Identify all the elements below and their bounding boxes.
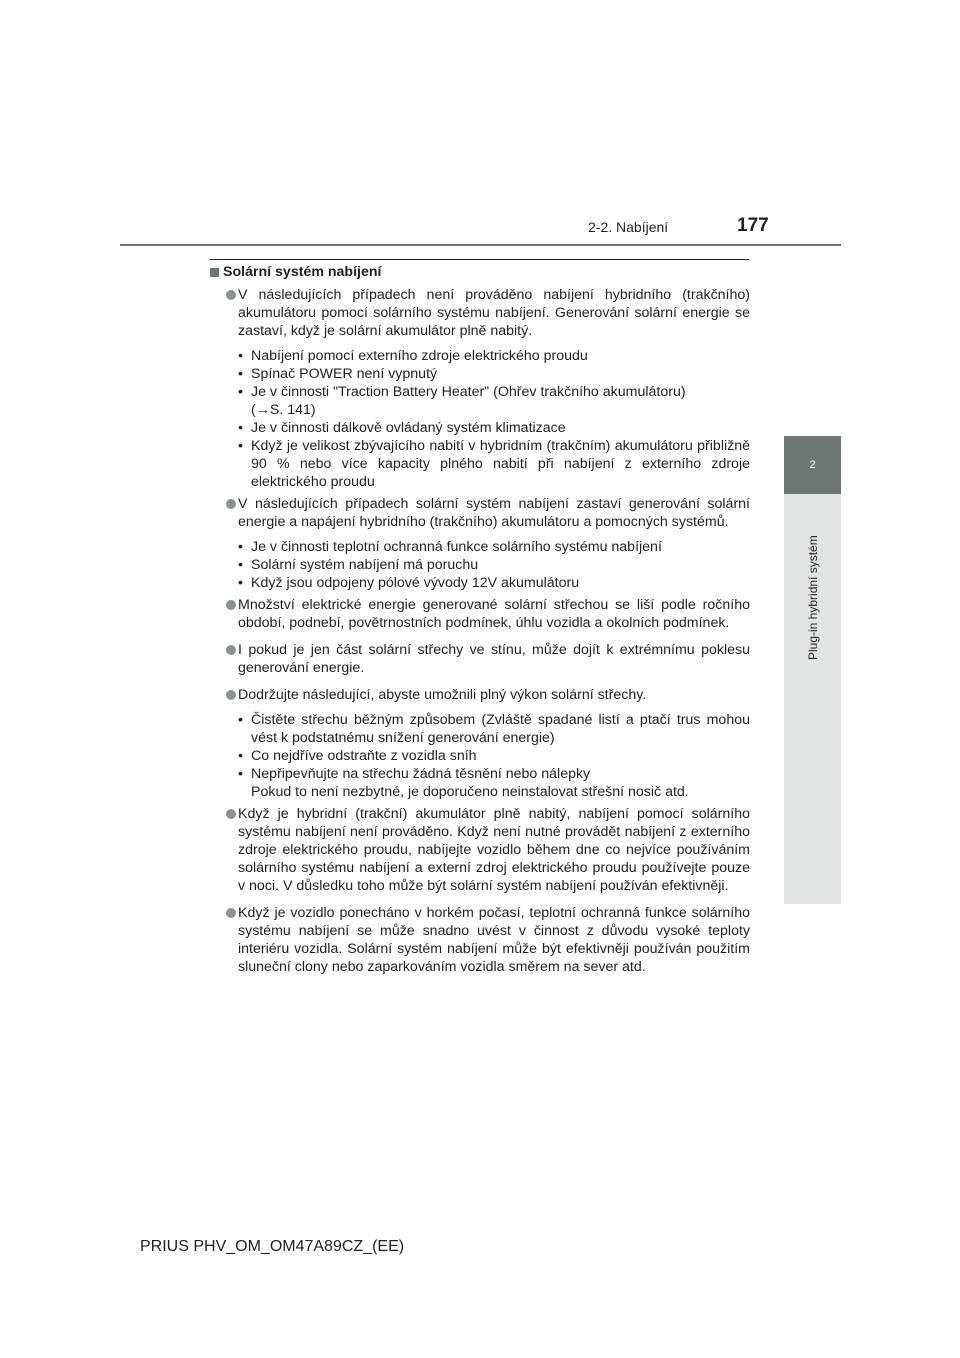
paragraph-text: Dodržujte následující, abyste umožnili plný výkon solární střechy. bbox=[238, 687, 647, 703]
round-bullet-icon bbox=[226, 600, 236, 610]
square-bullet-icon bbox=[210, 268, 219, 277]
bullet-paragraph bbox=[210, 805, 750, 895]
bullet-paragraph bbox=[210, 686, 750, 704]
page-reference: (→S. 141) bbox=[251, 402, 316, 418]
sub-list bbox=[210, 538, 750, 592]
round-bullet-icon bbox=[226, 290, 236, 300]
round-bullet-icon bbox=[226, 690, 236, 700]
list-item: • Nabíjení pomocí externího zdroje elektrického proudu bbox=[238, 348, 588, 364]
list-item-text: Co nejdříve odstraňte z vozidla sníh bbox=[251, 748, 477, 764]
round-bullet-icon bbox=[226, 908, 236, 918]
list-item: • Nepřipevňujte na střechu žádná těsnění nebo nálepky Pokud to není nezbytné, je doporučeno neinstalovat střešní nosič atd. bbox=[238, 765, 750, 801]
list-item: • Je v činnosti "Traction Battery Heater" (Ohřev trakčního akumulátoru) (→S. 141) bbox=[238, 383, 750, 419]
list-item-text: Čistěte střechu běžným způsobem (Zvláště spadané listí a ptačí trus mohou vést k podstatnému snížení generování energie) bbox=[251, 712, 750, 746]
paragraph-text: Když je vozidlo ponecháno v horkém počasí, teplotní ochranná funkce solárního systému nabíjení se může snadno uvést v činnost z důvodu vysoké teploty interiéru vozidla. Solární systém nabíjení může být efektivněji používán použitím sluneční clony nebo zaparkováním vozidla směrem na sever atd. bbox=[238, 905, 750, 975]
list-item-text: Spínač POWER není vypnutý bbox=[251, 366, 438, 382]
section-heading-text: Solární systém nabíjení bbox=[223, 264, 382, 280]
paragraph-text: I pokud je jen část solární střechy ve stínu, může dojít k extrémnímu poklesu generování energie. bbox=[238, 642, 750, 676]
section-heading bbox=[210, 263, 750, 281]
list-item-text: Nepřipevňujte na střechu žádná těsnění nebo nálepky bbox=[251, 766, 591, 782]
list-item: • Čistěte střechu běžným způsobem (Zvláště spadané listí a ptačí trus mohou vést k podstatnému snížení generování energie) bbox=[238, 712, 750, 746]
list-item-text: Když jsou odpojeny pólové vývody 12V akumulátoru bbox=[251, 575, 580, 591]
paragraph-text: Když je hybridní (trakční) akumulátor plně nabitý, nabíjení pomocí solárního systému nabíjení není prováděno. Když není nutné provádět nabíjení z externího zdroje elektrického proudu, nabíjejte vozidlo během dne co nejvíce používáním solárního systému nabíjení a externí zdroj elektrického proudu používejte pouze v noci. V důsledku toho může být solární systém nabíjení používán efektivněji. bbox=[238, 806, 750, 894]
round-bullet-icon bbox=[226, 645, 236, 655]
content-divider bbox=[210, 259, 749, 260]
list-item: • Když je velikost zbývajícího nabití v hybridním (trakčním) akumulátoru přibližně 90 % nebo více kapacity plného nabití při nabíjení z externího zdroje elektrického proudu bbox=[238, 438, 750, 490]
page-number: 177 bbox=[737, 215, 769, 236]
list-item: • Je v činnosti teplotní ochranná funkce solárního systému nabíjení bbox=[238, 539, 662, 555]
paragraph-text: V následujících případech solární systém nabíjení zastaví generování solární energie a napájení hybridního (trakčního) akumulátoru a pomocných systémů. bbox=[238, 496, 750, 530]
round-bullet-icon bbox=[226, 499, 236, 509]
round-bullet-icon bbox=[226, 809, 236, 819]
list-item-text: Solární systém nabíjení má poruchu bbox=[251, 557, 479, 573]
header-divider bbox=[120, 244, 841, 246]
list-item-text: Když je velikost zbývajícího nabití v hybridním (trakčním) akumulátoru přibližně 90 % nebo více kapacity plného nabití při nabíjení z externího zdroje elektrického proudu bbox=[251, 438, 750, 490]
paragraph-text: V následujících případech není prováděno nabíjení hybridního (trakčního) akumulátoru pomocí solárního systému nabíjení. Generování solární energie se zastaví, když je solární akumulátor plně nabitý. bbox=[238, 287, 750, 339]
bullet-paragraph bbox=[210, 495, 750, 531]
list-item: • Co nejdříve odstraňte z vozidla sníh bbox=[238, 748, 477, 764]
page-content bbox=[210, 263, 750, 985]
list-item: • Solární systém nabíjení má poruchu bbox=[238, 557, 479, 573]
list-item: • Je v činnosti dálkově ovládaný systém klimatizace bbox=[238, 420, 566, 436]
list-item: • Spínač POWER není vypnutý bbox=[238, 366, 438, 382]
bullet-paragraph bbox=[210, 596, 750, 632]
sub-list bbox=[210, 711, 750, 801]
section-title: 2-2. Nabíjení bbox=[588, 219, 669, 235]
bullet-paragraph bbox=[210, 641, 750, 677]
chapter-label: Plug-in hybridní systém bbox=[806, 535, 820, 660]
list-item-text: Je v činnosti dálkově ovládaný systém klimatizace bbox=[251, 420, 566, 436]
list-item-text: Nabíjení pomocí externího zdroje elektrického proudu bbox=[251, 348, 588, 364]
list-item-text: Je v činnosti "Traction Battery Heater" (Ohřev trakčního akumulátoru) bbox=[251, 384, 686, 400]
bullet-paragraph bbox=[210, 904, 750, 976]
sub-list bbox=[210, 347, 750, 491]
bullet-paragraph bbox=[210, 286, 750, 340]
list-item-text: Je v činnosti teplotní ochranná funkce solárního systému nabíjení bbox=[251, 539, 662, 555]
paragraph-text: Množství elektrické energie generované solární střechou se liší podle ročního období, podnebí, povětrnostních podmínek, úhlu vozidla a okolních podmínek. bbox=[238, 597, 750, 631]
chapter-label-wrap bbox=[784, 494, 841, 664]
list-item: • Když jsou odpojeny pólové vývody 12V akumulátoru bbox=[238, 575, 580, 591]
chapter-tab: 2 bbox=[784, 436, 841, 494]
document-id: PRIUS PHV_OM_OM47A89CZ_(EE) bbox=[140, 1238, 405, 1255]
list-item-note: Pokud to není nezbytné, je doporučeno neinstalovat střešní nosič atd. bbox=[251, 784, 689, 800]
